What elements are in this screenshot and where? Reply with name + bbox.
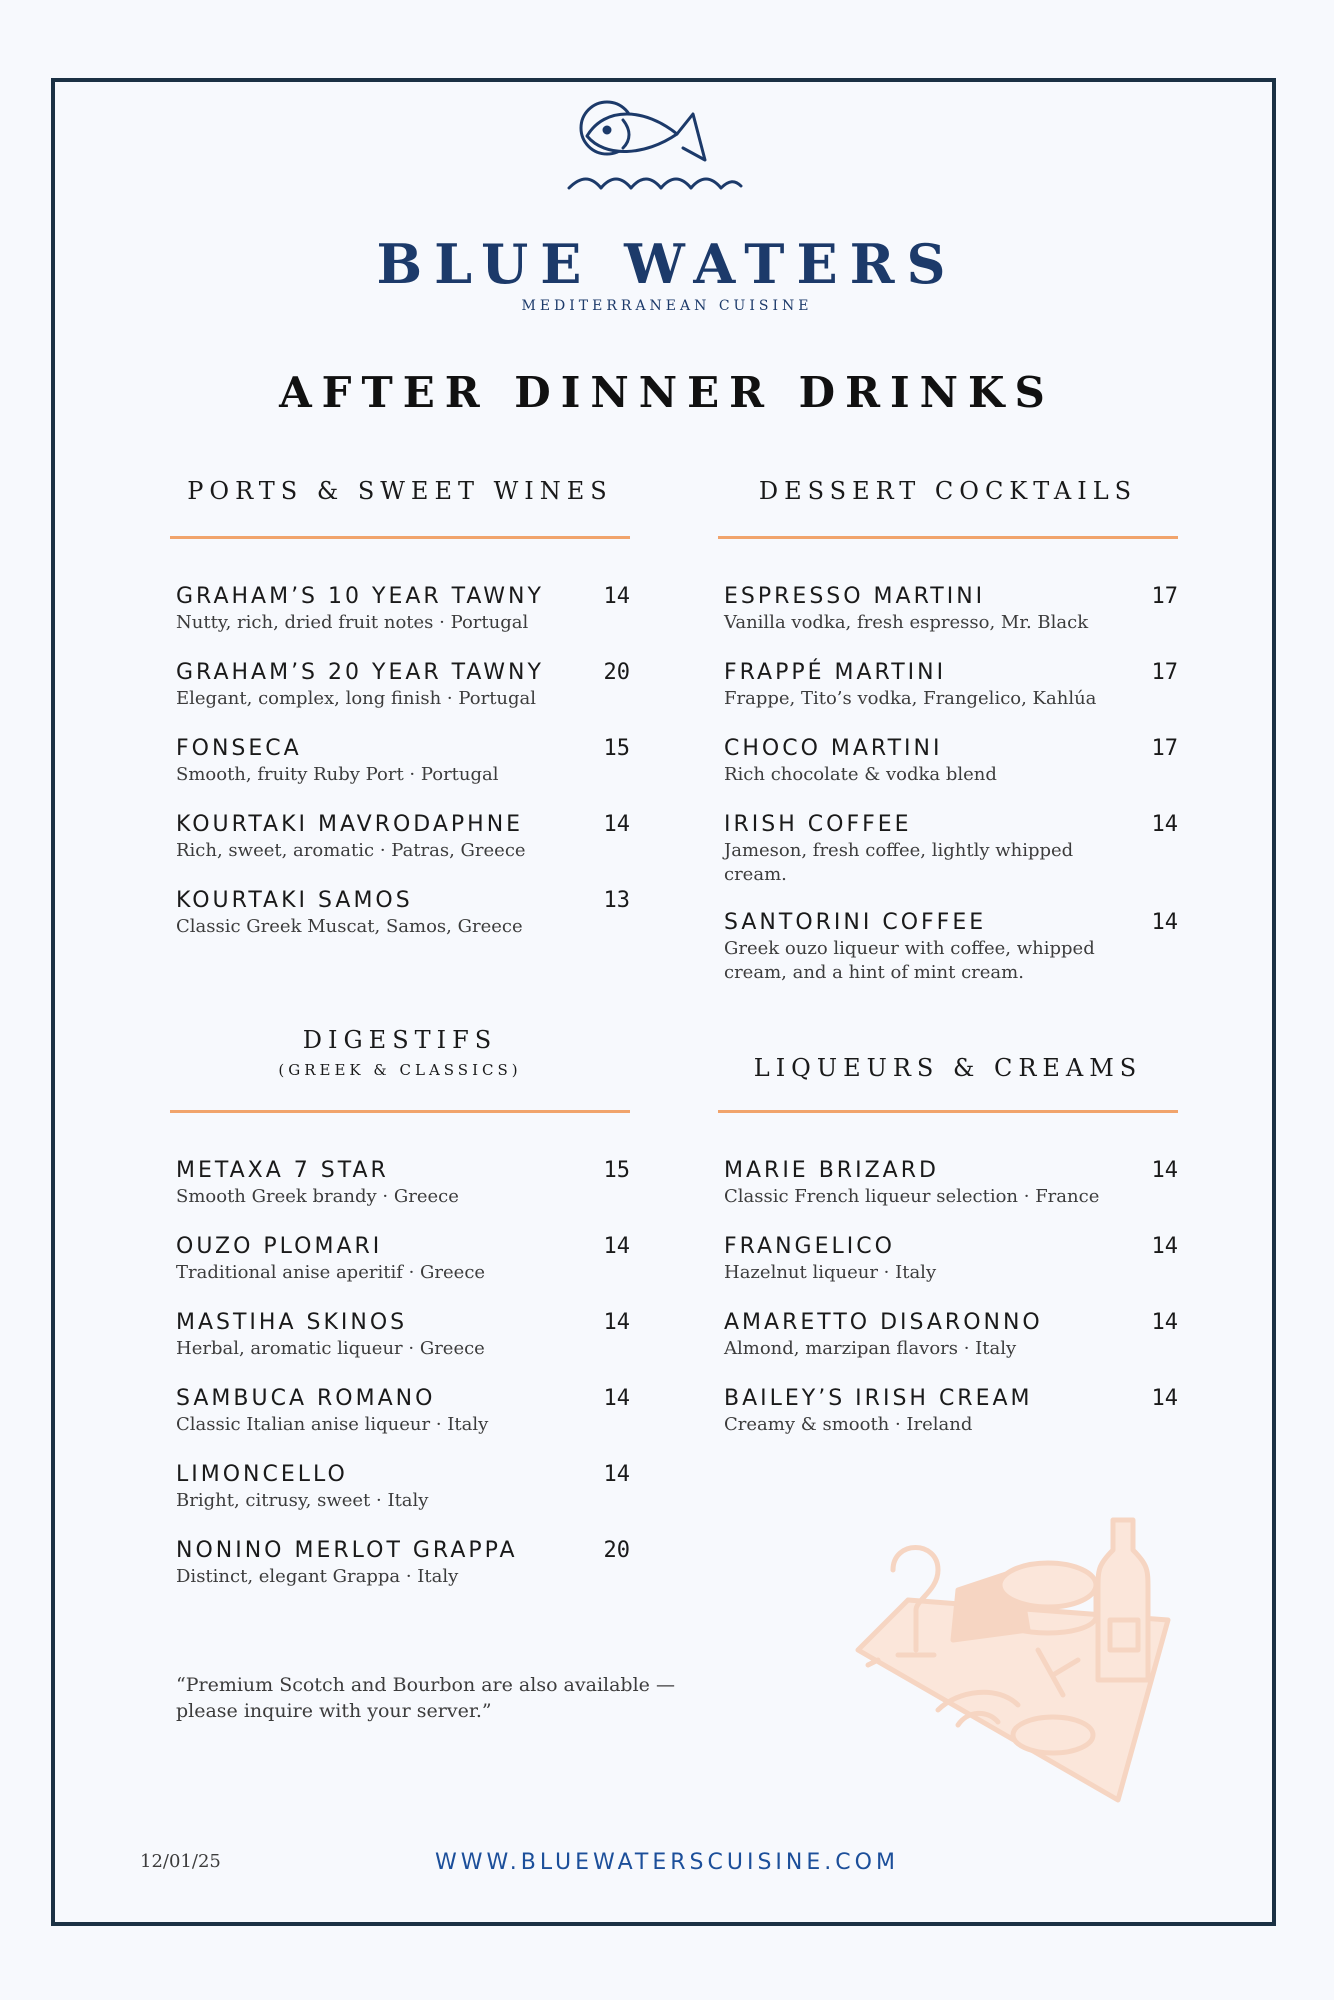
menu-item	[176, 1537, 630, 1589]
menu-item-description: Classic Greek Muscat, Samos, Greece	[176, 916, 523, 937]
menu-item-name: GRAHAM’S 10 YEAR TAWNY	[176, 584, 544, 609]
menu-item-price: 14	[603, 1234, 630, 1259]
menu-item-description: Frappe, Tito’s vodka, Frangelico, Kahlúa	[724, 688, 1097, 709]
fish-over-waves-icon	[565, 98, 745, 198]
menu-item-price: 14	[603, 1462, 630, 1487]
menu-item-description: Herbal, aromatic liqueur · Greece	[176, 1338, 485, 1359]
section-digestifs	[170, 1025, 630, 1613]
menu-item	[724, 1233, 1178, 1285]
menu-item	[724, 1385, 1178, 1437]
section-liqueurs	[718, 1053, 1178, 1461]
menu-item	[176, 1461, 630, 1513]
menu-item-name: SAMBUCA ROMANO	[176, 1386, 436, 1411]
menu-item-description: Jameson, fresh coffee, lightly whipped cream.	[724, 840, 1074, 885]
menu-item	[176, 659, 630, 711]
menu-date: 12/01/25	[140, 1851, 221, 1872]
menu-item	[724, 811, 1178, 887]
menu-item-name: IRISH COFFEE	[724, 812, 912, 837]
section-title: PORTS & SWEET WINES	[187, 477, 613, 505]
menu-item-description: Bright, citrusy, sweet · Italy	[176, 1490, 429, 1511]
section-cocktails	[718, 476, 1178, 1009]
menu-item-price: 15	[603, 736, 630, 761]
website-link[interactable]: WWW.BLUEWATERSCUISINE.COM	[435, 1850, 899, 1875]
menu-item-price: 14	[603, 584, 630, 609]
menu-item-description: Classic French liqueur selection · France	[724, 1186, 1100, 1207]
menu-item-price: 14	[1151, 1310, 1178, 1335]
menu-item	[176, 887, 630, 939]
menu-item-description: Vanilla vodka, fresh espresso, Mr. Black	[724, 612, 1089, 633]
brand-tagline: MEDITERRANEAN CUISINE	[521, 298, 813, 314]
menu-item	[724, 735, 1178, 787]
menu-item-name: MASTIHA SKINOS	[176, 1310, 408, 1335]
menu-item-price: 17	[1151, 736, 1178, 761]
menu-item	[724, 1309, 1178, 1361]
menu-item-price: 15	[603, 1158, 630, 1183]
menu-item	[176, 735, 630, 787]
menu-item-description: Traditional anise aperitif · Greece	[176, 1262, 486, 1283]
menu-item-name: MARIE BRIZARD	[724, 1158, 939, 1183]
menu-item-price: 14	[603, 1386, 630, 1411]
menu-item-name: BAILEY’S IRISH CREAM	[724, 1386, 1033, 1411]
page-title: AFTER DINNER DRINKS	[279, 368, 1055, 417]
menu-item	[724, 1157, 1178, 1209]
menu-item-price: 14	[1151, 1158, 1178, 1183]
menu-item-price: 14	[603, 1310, 630, 1335]
brand-name: BLUE WATERS	[376, 232, 958, 296]
menu-item-description: Elegant, complex, long finish · Portugal	[176, 688, 537, 709]
menu-item-price: 13	[603, 888, 630, 913]
menu-item-name: ESPRESSO MARTINI	[724, 584, 986, 609]
menu-item	[724, 909, 1178, 985]
menu-item-name: CHOCO MARTINI	[724, 736, 943, 761]
menu-item-description: Almond, marzipan flavors · Italy	[724, 1338, 1017, 1359]
menu-item	[176, 583, 630, 635]
menu-item-name: KOURTAKI MAVRODAPHNE	[176, 812, 524, 837]
menu-item-price: 14	[1151, 812, 1178, 837]
menu-item	[724, 659, 1178, 711]
menu-item	[176, 1157, 630, 1209]
menu-item-price: 14	[1151, 1386, 1178, 1411]
menu-item-name: OUZO PLOMARI	[176, 1234, 383, 1259]
inquiry-note: “Premium Scotch and Bourbon are also available —please inquire with your server.”	[176, 1674, 675, 1722]
menu-item-price: 20	[603, 660, 630, 685]
menu-item-price: 17	[1151, 584, 1178, 609]
menu-item-name: LIMONCELLO	[176, 1462, 348, 1487]
menu-item-name: AMARETTO DISARONNO	[724, 1310, 1043, 1335]
menu-item-description: Creamy & smooth · Ireland	[724, 1414, 973, 1435]
section-title: DESSERT COCKTAILS	[758, 477, 1138, 505]
menu-item-description: Rich, sweet, aromatic · Patras, Greece	[176, 840, 526, 861]
menu-item-description: Smooth, fruity Ruby Port · Portugal	[176, 764, 499, 785]
menu-item	[176, 811, 630, 863]
menu-item-description: Distinct, elegant Grappa · Italy	[176, 1566, 459, 1587]
menu-item	[176, 1385, 630, 1437]
section-title: DIGESTIFS	[302, 1026, 498, 1054]
menu-item-description: Greek ouzo liqueur with coffee, whipped cream, and a hint of mint cream.	[724, 938, 1095, 983]
section-ports	[170, 476, 630, 963]
menu-item	[176, 1309, 630, 1361]
menu-item-price: 14	[1151, 910, 1178, 935]
menu-item-description: Classic Italian anise liqueur · Italy	[176, 1414, 489, 1435]
section-title: LIQUEURS & CREAMS	[753, 1054, 1143, 1082]
section-subtitle: (GREEK & CLASSICS)	[278, 1061, 522, 1079]
menu-item-name: METAXA 7 STAR	[176, 1158, 389, 1183]
menu-item-price: 14	[1151, 1234, 1178, 1259]
menu-item	[176, 1233, 630, 1285]
menu-item-price: 20	[603, 1538, 630, 1563]
menu-item	[724, 583, 1178, 635]
menu-item-name: SANTORINI COFFEE	[724, 910, 987, 935]
menu-item-name: NONINO MERLOT GRAPPA	[176, 1538, 518, 1563]
menu-item-name: FRANGELICO	[724, 1234, 895, 1259]
menu-item-description: Smooth Greek brandy · Greece	[176, 1186, 459, 1207]
menu-item-name: GRAHAM’S 20 YEAR TAWNY	[176, 660, 544, 685]
menu-item-name: KOURTAKI SAMOS	[176, 888, 413, 913]
menu-item-price: 17	[1151, 660, 1178, 685]
menu-item-price: 14	[603, 812, 630, 837]
menu-item-description: Hazelnut liqueur · Italy	[724, 1262, 937, 1283]
wine-cheese-board-icon	[848, 1510, 1184, 1810]
menu-item-name: FRAPPÉ MARTINI	[724, 660, 947, 685]
menu-item-description: Rich chocolate & vodka blend	[724, 764, 997, 785]
menu-item-name: FONSECA	[176, 736, 302, 761]
menu-item-description: Nutty, rich, dried fruit notes · Portugal	[176, 612, 529, 633]
